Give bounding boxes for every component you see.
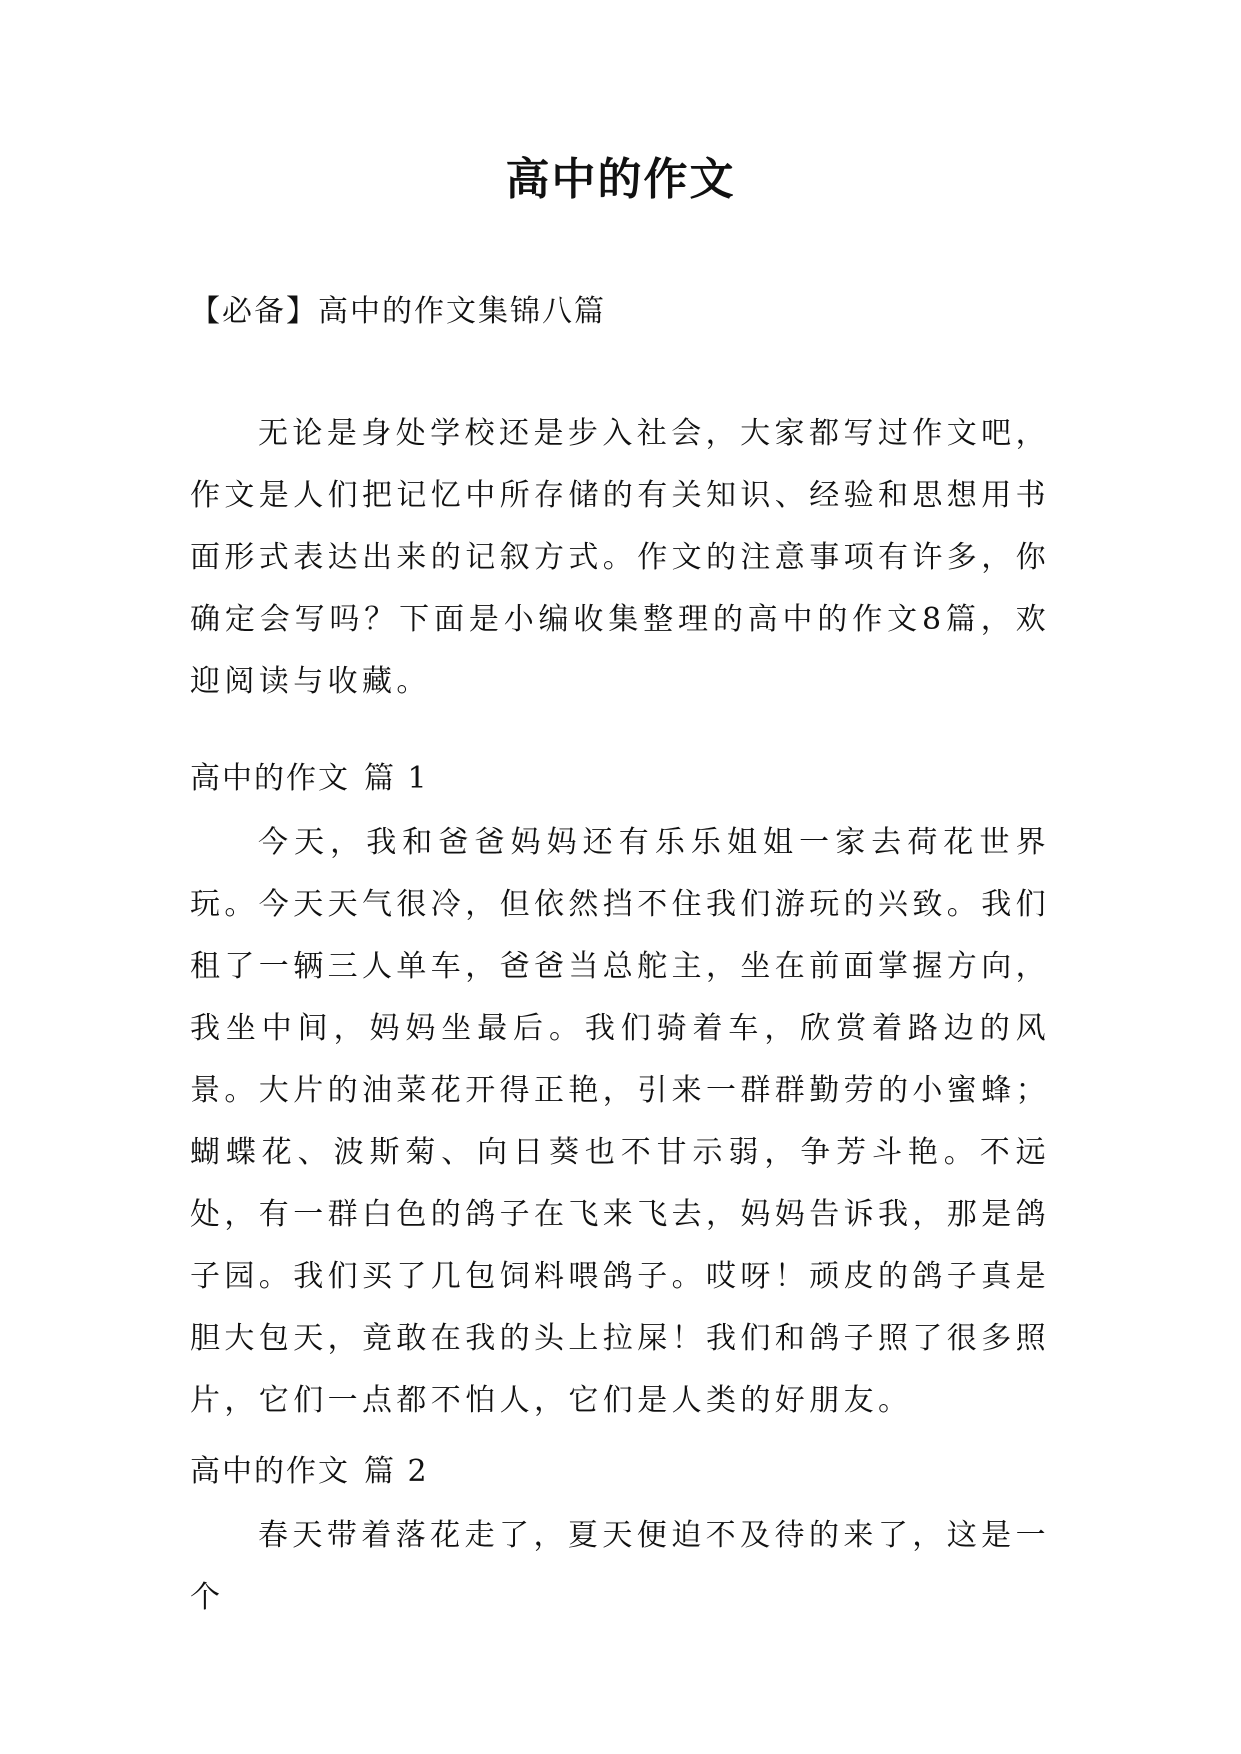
essay-1-section (190, 812, 1050, 1432)
essay-2-section (190, 1505, 1050, 1629)
essay-2-paragraph: 春天带着落花走了，夏天便迫不及待的来了，这是一个 (190, 1518, 1050, 1615)
essay-2-number: 篇 2 (364, 1454, 429, 1489)
intro-section (190, 403, 1050, 713)
intro-paragraph: 无论是身处学校还是步入社会，大家都写过作文吧，作文是人们把记忆中所存储的有关知识、经验和思想用书面形式表达出来的记叙方式。作文的注意事项有许多，你确定会写吗？下面是小编收集整理的高中的作文8篇，欢迎阅读与收藏。 (190, 416, 1050, 699)
document-title: 高中的作文 (505, 154, 736, 205)
essay-2-heading-text: 高中的作文 (190, 1454, 350, 1489)
essay-1-heading (190, 757, 1050, 801)
essay-1-number: 篇 1 (364, 761, 429, 796)
essay-2-heading (190, 1450, 1050, 1494)
essay-1-paragraph: 今天，我和爸爸妈妈还有乐乐姐姐一家去荷花世界玩。今天天气很冷，但依然挡不住我们游玩的兴致。我们租了一辆三人单车，爸爸当总舵主，坐在前面掌握方向，我坐中间，妈妈坐最后。我们骑着车，欣赏着路边的风景。大片的油菜花开得正艳，引来一群群勤劳的小蜜蜂；蝴蝶花、波斯菊、向日葵也不甘示弱，争芳斗艳。不远处，有一群白色的鸽子在飞来飞去，妈妈告诉我，那是鸽子园。我们买了几包饲料喂鸽子。哎呀！顽皮的鸽子真是胆大包天，竟敢在我的头上拉屎！我们和鸽子照了很多照片，它们一点都不怕人，它们是人类的好朋友。 (190, 825, 1050, 1418)
document-subtitle: 【必备】高中的作文集锦八篇 (190, 294, 606, 329)
essay-1-heading-text: 高中的作文 (190, 761, 350, 796)
